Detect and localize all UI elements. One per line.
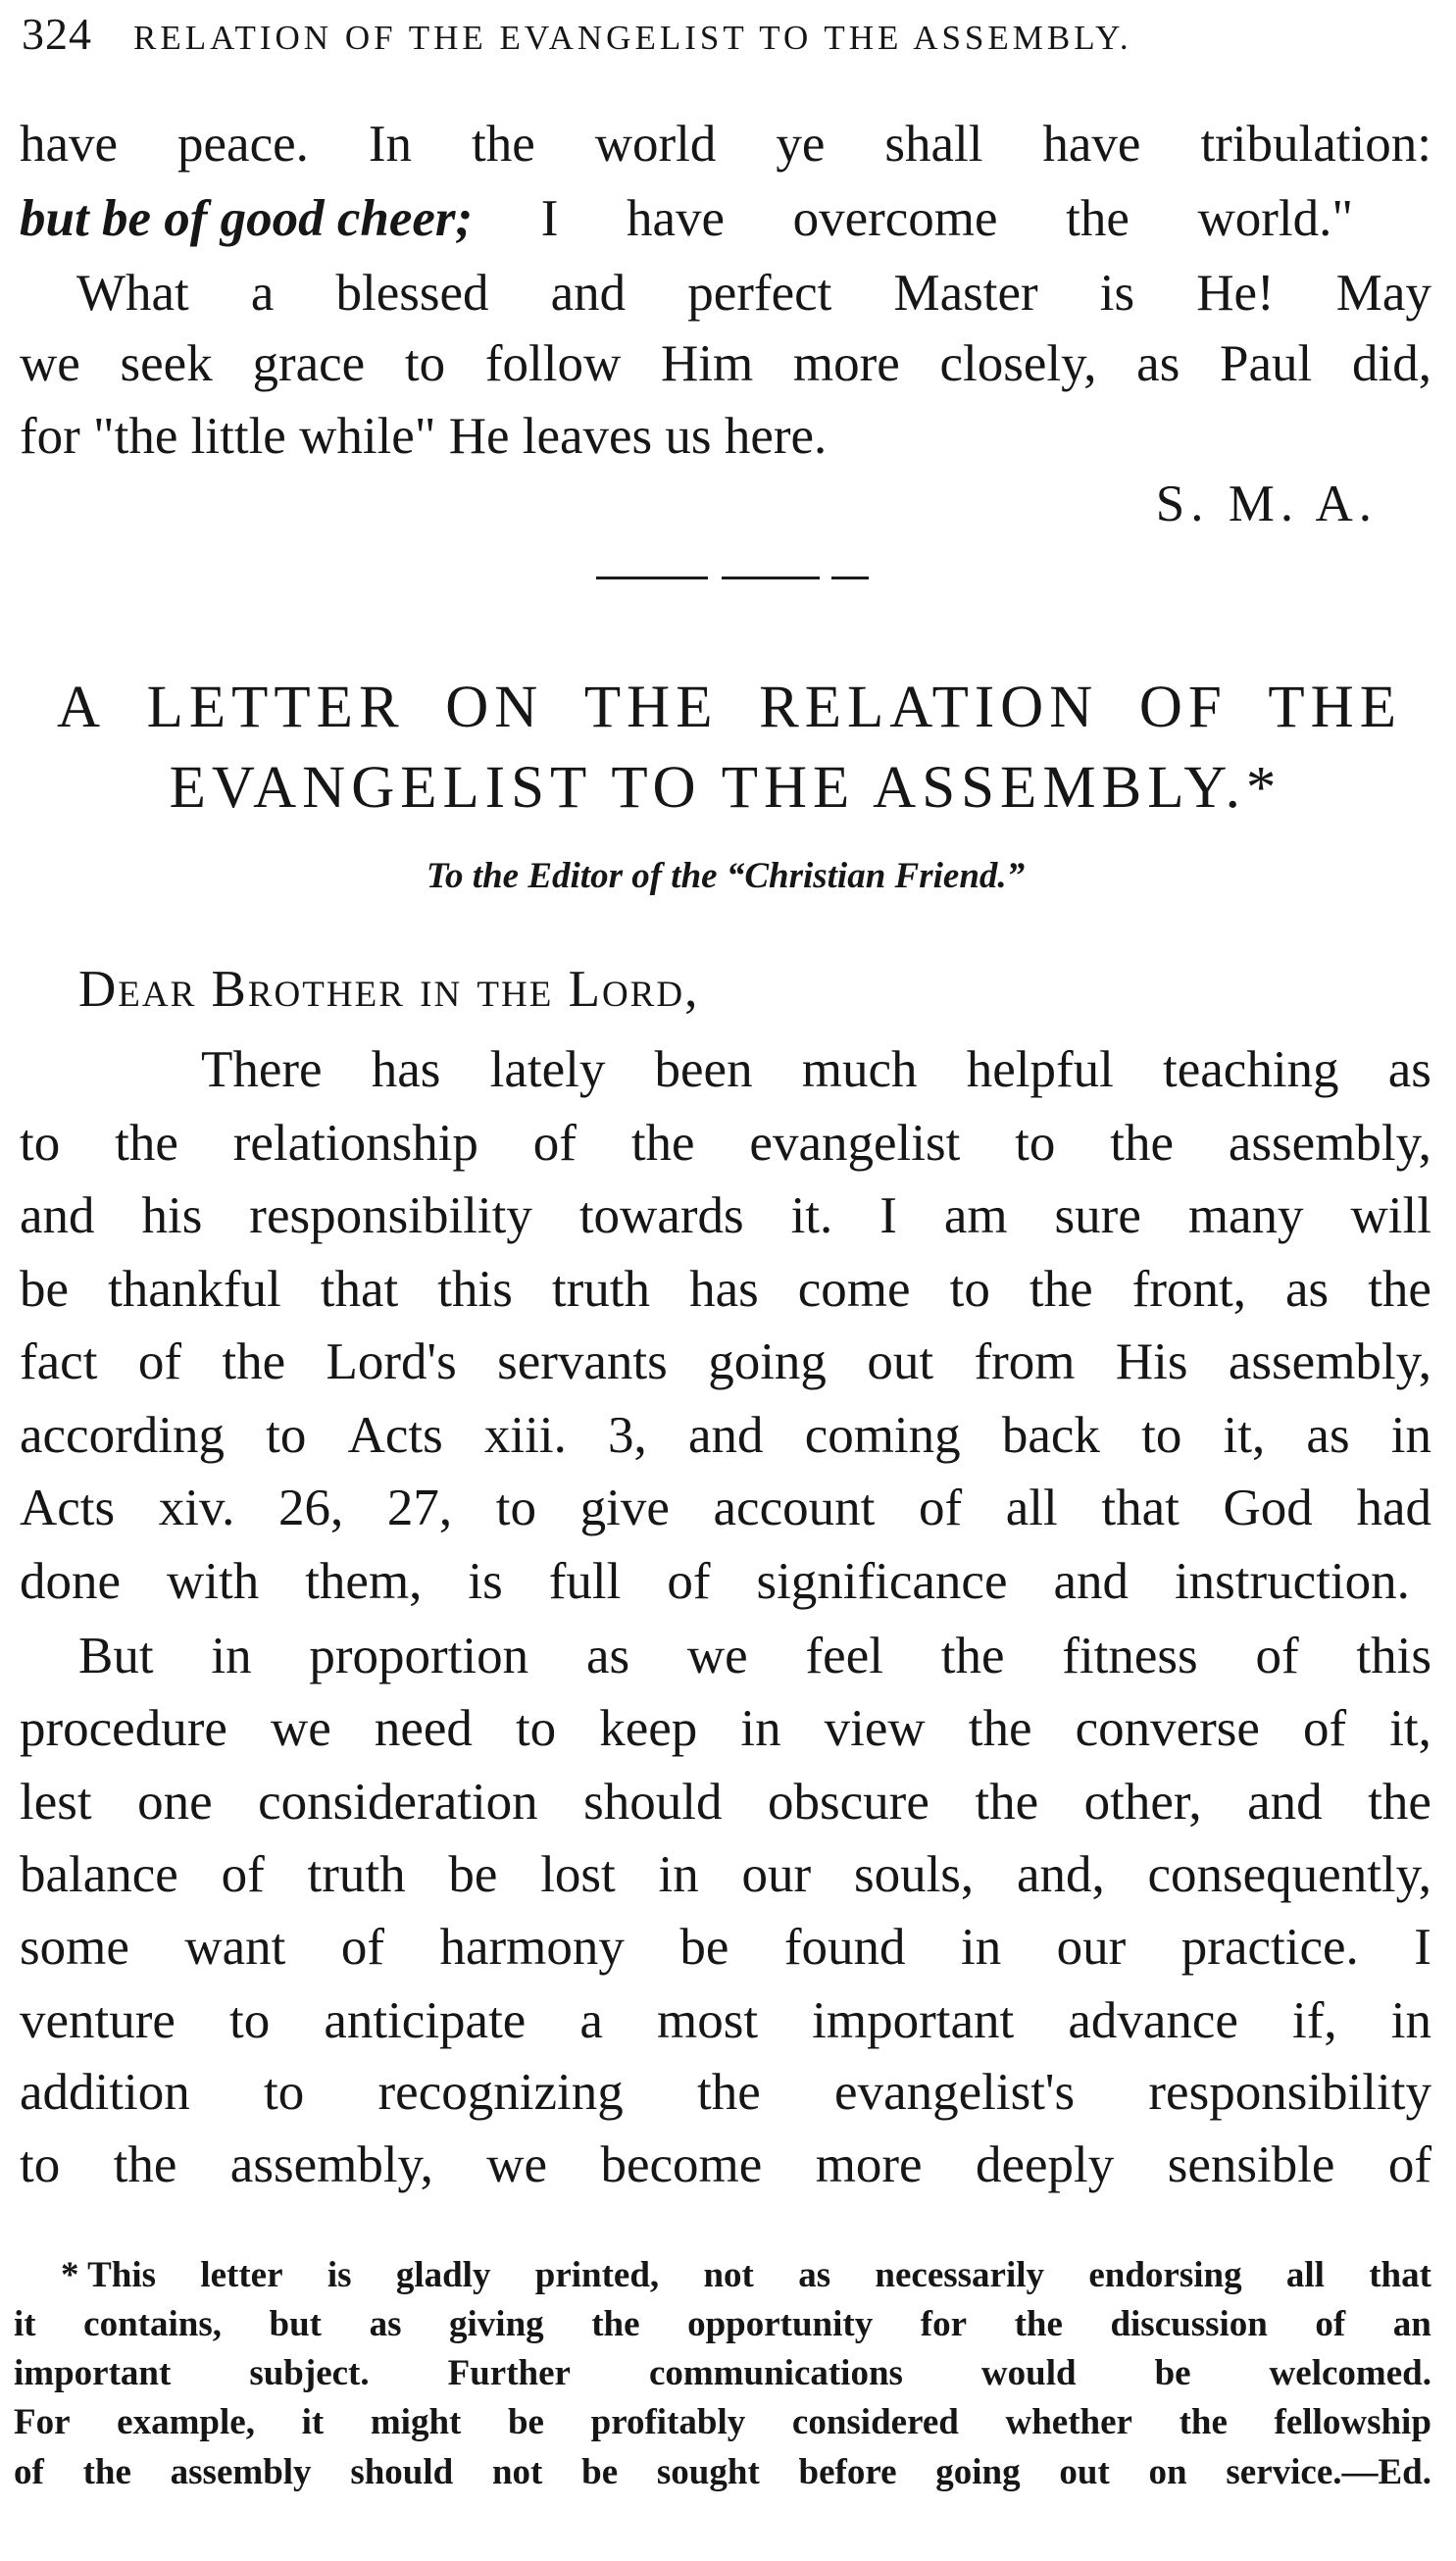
footnote-line xyxy=(14,2398,1431,2447)
word: the xyxy=(82,2452,131,2492)
word: lost xyxy=(540,1846,616,1903)
text-line xyxy=(201,1033,1431,1106)
author-signature: S. M. A. xyxy=(1155,476,1378,532)
word: helpful xyxy=(966,1041,1114,1098)
word: thankful xyxy=(108,1261,281,1318)
word: we xyxy=(270,1700,331,1757)
word: that xyxy=(1369,2255,1431,2295)
word: in xyxy=(211,1628,252,1684)
word: to xyxy=(266,1407,307,1464)
word: going xyxy=(708,1333,827,1390)
word: as xyxy=(369,2304,402,2344)
word: 3, xyxy=(608,1407,647,1464)
word: xiv. xyxy=(158,1480,235,1536)
word: with xyxy=(167,1553,260,1610)
word: that xyxy=(1101,1480,1180,1536)
word: 27, xyxy=(386,1480,453,1536)
word: one xyxy=(137,1774,213,1831)
word: balance xyxy=(20,1846,178,1903)
word: shall xyxy=(884,116,983,173)
title-word: ON xyxy=(445,675,544,740)
word: to xyxy=(949,1261,990,1318)
word: be xyxy=(581,2452,619,2492)
word: proportion xyxy=(309,1628,529,1684)
word: subject. xyxy=(249,2353,370,2393)
word: it, xyxy=(1389,1700,1431,1757)
word: more xyxy=(792,335,900,392)
word: the xyxy=(471,116,535,173)
word: have xyxy=(1042,116,1141,173)
word: for xyxy=(920,2304,968,2344)
word: front, xyxy=(1131,1261,1246,1318)
word: is xyxy=(1099,265,1135,322)
word: example, xyxy=(117,2402,255,2442)
word: as xyxy=(1285,1261,1330,1318)
word: in xyxy=(658,1846,699,1903)
word: * This xyxy=(61,2255,157,2295)
word: has xyxy=(689,1261,759,1318)
word: all xyxy=(1285,2255,1325,2295)
word: of xyxy=(1315,2304,1346,2344)
word: assembly, xyxy=(1228,1115,1431,1172)
title-word: LETTER xyxy=(146,675,405,740)
word: is xyxy=(468,1553,503,1610)
word: that xyxy=(320,1261,399,1318)
word: the xyxy=(1368,1261,1431,1318)
word: but be of good cheer; xyxy=(20,190,474,247)
word: Further xyxy=(447,2353,571,2393)
word: it xyxy=(14,2304,36,2344)
word: found xyxy=(783,1919,906,1976)
word: important xyxy=(14,2353,172,2393)
word: would xyxy=(980,2353,1077,2393)
word: addition xyxy=(20,2064,190,2121)
word: it, xyxy=(1223,1407,1266,1464)
word: the xyxy=(591,2304,640,2344)
word: should xyxy=(350,2452,454,2492)
word: considered xyxy=(791,2402,959,2442)
word: more xyxy=(815,2136,923,2193)
word: necessarily xyxy=(875,2255,1045,2295)
word: if, xyxy=(1292,1992,1337,2049)
word: back xyxy=(1001,1407,1100,1464)
word: of xyxy=(1387,2136,1431,2193)
word: profitably xyxy=(590,2402,746,2442)
word: responsibility xyxy=(1148,2064,1431,2121)
word: Him xyxy=(660,335,754,392)
word: obscure xyxy=(768,1774,929,1831)
word: closely, xyxy=(939,335,1097,392)
word: consequently, xyxy=(1147,1846,1431,1903)
salutation: Dear Brother in the Lord, xyxy=(78,961,700,1018)
word: perfect xyxy=(687,265,832,322)
word: his xyxy=(141,1187,203,1244)
word: discussion xyxy=(1110,2304,1268,2344)
word: not xyxy=(491,2452,543,2492)
word: much xyxy=(801,1041,918,1098)
word: might xyxy=(370,2402,462,2442)
title-word: THE xyxy=(1268,675,1402,740)
word: as xyxy=(585,1628,630,1684)
word: of xyxy=(137,1333,181,1390)
word: a xyxy=(579,1992,603,2049)
word: view xyxy=(824,1700,926,1757)
word: give xyxy=(579,1480,670,1536)
word: in xyxy=(960,1919,1002,1976)
word: world." xyxy=(1197,190,1353,247)
footnote-line xyxy=(14,2349,1431,2398)
word: contains, xyxy=(83,2304,222,2344)
footnote-line xyxy=(14,2300,1431,2349)
word: will xyxy=(1350,1187,1431,1244)
word: as xyxy=(1136,335,1180,392)
word: am xyxy=(943,1187,1008,1244)
word: this xyxy=(437,1261,513,1318)
text-line xyxy=(20,1911,1431,1984)
title-word: RELATION xyxy=(759,675,1099,740)
word: keep xyxy=(599,1700,698,1757)
text-line xyxy=(20,327,1431,400)
word: out xyxy=(1059,2452,1110,2492)
word: Acts xyxy=(347,1407,443,1464)
word: whether xyxy=(1005,2402,1132,2442)
word: in xyxy=(740,1700,781,1757)
word: peace. xyxy=(177,116,309,173)
word: been xyxy=(654,1041,753,1098)
word: as xyxy=(1306,1407,1350,1464)
word: sensible xyxy=(1167,2136,1335,2193)
text-line xyxy=(20,1766,1431,1838)
word: deeply xyxy=(976,2136,1115,2193)
word: endorsing xyxy=(1088,2255,1242,2295)
word: to xyxy=(515,1700,557,1757)
word: have xyxy=(20,116,119,173)
word: of xyxy=(667,1553,711,1610)
word: have xyxy=(626,190,726,247)
word: to xyxy=(20,2136,61,2193)
word: He! xyxy=(1196,265,1275,322)
word: sure xyxy=(1054,1187,1141,1244)
word: opportunity xyxy=(687,2304,874,2344)
word: instruction. xyxy=(1174,1553,1410,1610)
word: some xyxy=(20,1919,129,1976)
word: of xyxy=(1302,1700,1347,1757)
word: out xyxy=(867,1333,934,1390)
word: in xyxy=(1390,1407,1431,1464)
text-line xyxy=(20,1692,1431,1765)
word: relationship xyxy=(232,1115,478,1172)
word: should xyxy=(583,1774,723,1831)
word: procedure xyxy=(20,1700,227,1757)
word: our xyxy=(1056,1919,1127,1976)
word: advance xyxy=(1068,1992,1238,2049)
word: the xyxy=(1110,1115,1174,1172)
word: Lord's xyxy=(326,1333,457,1390)
text-line xyxy=(20,1984,1431,2057)
word: many xyxy=(1187,1187,1304,1244)
article-title-line-2: EVANGELIST TO THE ASSEMBLY.* xyxy=(169,755,1282,821)
text-line xyxy=(20,1326,1431,1398)
word: evangelist's xyxy=(834,2064,1076,2121)
word: assembly, xyxy=(229,2136,433,2193)
text-line xyxy=(20,2129,1431,2201)
word: the xyxy=(975,1774,1039,1831)
word: going xyxy=(935,2452,1021,2492)
word: come xyxy=(797,1261,911,1318)
word: this xyxy=(1356,1628,1431,1684)
word: be xyxy=(507,2402,544,2442)
word: seek xyxy=(120,335,213,392)
word: on xyxy=(1148,2452,1187,2492)
text-line xyxy=(78,1620,1431,1692)
word: the xyxy=(113,2136,177,2193)
word: gladly xyxy=(395,2255,491,2295)
word: account xyxy=(713,1480,876,1536)
word: harmony xyxy=(439,1919,625,1976)
text-line xyxy=(20,1545,1410,1618)
word: xiii. xyxy=(483,1407,567,1464)
word: significance xyxy=(756,1553,1008,1610)
word: tribulation: xyxy=(1200,116,1431,173)
word: recognizing xyxy=(377,2064,624,2121)
word: to xyxy=(1141,1407,1182,1464)
word: May xyxy=(1335,265,1431,322)
word: His xyxy=(1115,1333,1188,1390)
section-divider xyxy=(722,577,820,579)
word: Paul xyxy=(1220,335,1313,392)
word: I xyxy=(879,1187,897,1244)
word: evangelist xyxy=(749,1115,961,1172)
text-line xyxy=(20,2056,1431,2129)
word: we xyxy=(486,2136,548,2193)
word: the xyxy=(1029,1261,1093,1318)
word: be xyxy=(448,1846,498,1903)
word: of xyxy=(340,1919,384,1976)
word: and xyxy=(1053,1553,1129,1610)
word: be xyxy=(679,1919,729,1976)
word: not xyxy=(703,2255,754,2295)
text-line xyxy=(20,1180,1431,1252)
word: all xyxy=(1005,1480,1058,1536)
word: did, xyxy=(1352,335,1431,392)
running-head xyxy=(22,8,1433,67)
word: coming xyxy=(804,1407,961,1464)
text-line xyxy=(20,108,1431,180)
title-word: OF xyxy=(1138,675,1228,740)
word: the xyxy=(968,1700,1032,1757)
word: Master xyxy=(893,265,1038,322)
word: had xyxy=(1356,1480,1431,1536)
text-line xyxy=(20,1472,1431,1544)
word: is xyxy=(326,2255,352,2295)
word: and xyxy=(1247,1774,1323,1831)
word: feel xyxy=(805,1628,883,1684)
word: fact xyxy=(20,1333,98,1390)
word: communications xyxy=(648,2353,903,2393)
word: as xyxy=(798,2255,831,2295)
word: anticipate xyxy=(324,1992,527,2049)
word: souls, xyxy=(853,1846,975,1903)
section-divider xyxy=(831,577,869,579)
word: we xyxy=(686,1628,748,1684)
word: sought xyxy=(656,2452,760,2492)
word: an xyxy=(1392,2304,1431,2344)
word: towards xyxy=(578,1187,744,1244)
word: venture xyxy=(20,1992,176,2049)
word: be xyxy=(1154,2353,1191,2393)
word: ye xyxy=(776,116,826,173)
word: and xyxy=(687,1407,764,1464)
word: become xyxy=(600,2136,763,2193)
word: a xyxy=(250,265,275,322)
word: the xyxy=(222,1333,286,1390)
word: of xyxy=(1255,1628,1299,1684)
word: servants xyxy=(497,1333,668,1390)
word: the xyxy=(1014,2304,1063,2344)
word: practice. xyxy=(1180,1919,1359,1976)
word: of xyxy=(221,1846,265,1903)
word: follow xyxy=(484,335,622,392)
word: need xyxy=(374,1700,473,1757)
word: I xyxy=(1414,1919,1431,1976)
word: truth xyxy=(551,1261,651,1318)
word: 26, xyxy=(277,1480,344,1536)
word: the xyxy=(1066,190,1130,247)
word: for "the little while" He leaves us here. xyxy=(20,408,828,465)
text-line xyxy=(20,1253,1431,1326)
word: welcomed. xyxy=(1269,2353,1431,2393)
word: the xyxy=(940,1628,1005,1684)
word: of xyxy=(918,1480,963,1536)
word: in xyxy=(1390,1992,1431,2049)
text-line xyxy=(20,182,1353,255)
title-word: THE xyxy=(583,675,719,740)
word: letter xyxy=(200,2255,283,2295)
word: from xyxy=(974,1333,1076,1390)
word: according xyxy=(20,1407,225,1464)
word: to xyxy=(229,1992,271,2049)
word: the xyxy=(630,1115,695,1172)
word: to xyxy=(404,335,446,392)
word: full xyxy=(548,1553,622,1610)
word: of xyxy=(532,1115,577,1172)
word: be xyxy=(20,1261,70,1318)
text-line xyxy=(20,1107,1431,1180)
word: to xyxy=(20,1115,61,1172)
word: to xyxy=(1015,1115,1056,1172)
word: printed, xyxy=(534,2255,660,2295)
word: but xyxy=(269,2304,323,2344)
word: fellowship xyxy=(1274,2402,1431,2442)
footnote-line xyxy=(61,2251,1431,2300)
word: before xyxy=(798,2452,897,2492)
word: we xyxy=(20,335,80,392)
word: I xyxy=(540,190,559,247)
footnote-line xyxy=(14,2448,1431,2497)
word: In xyxy=(368,116,413,173)
word: the xyxy=(115,1115,178,1172)
word: it xyxy=(301,2402,325,2442)
word: What xyxy=(76,265,189,322)
word: There xyxy=(201,1041,323,1098)
word: overcome xyxy=(792,190,998,247)
word: converse xyxy=(1075,1700,1260,1757)
word: service.—Ed. xyxy=(1226,2452,1431,2492)
text-line xyxy=(20,1399,1431,1472)
text-line xyxy=(20,1838,1431,1911)
running-title: RELATION OF THE EVANGELIST TO THE ASSEMBLY. xyxy=(133,19,1132,57)
word: want xyxy=(184,1919,286,1976)
word: God xyxy=(1223,1480,1313,1536)
word: lest xyxy=(20,1774,92,1831)
word: of xyxy=(14,2452,44,2492)
word: important xyxy=(812,1992,1015,2049)
word: truth xyxy=(307,1846,406,1903)
word: to xyxy=(264,2064,305,2121)
word: blessed xyxy=(335,265,489,322)
word: responsibility xyxy=(249,1187,532,1244)
word: them, xyxy=(305,1553,423,1610)
word: and xyxy=(20,1187,95,1244)
word: For xyxy=(14,2402,71,2442)
word: world xyxy=(594,116,717,173)
word: consideration xyxy=(258,1774,538,1831)
word: other, xyxy=(1083,1774,1202,1831)
page-number: 324 xyxy=(22,9,92,59)
title-word: A xyxy=(57,675,107,740)
article-title-line-1 xyxy=(57,669,1402,747)
word: and, xyxy=(1016,1846,1105,1903)
word: assembly xyxy=(170,2452,312,2492)
word: Acts xyxy=(20,1480,116,1536)
word: has xyxy=(371,1041,441,1098)
word: the xyxy=(1368,1774,1431,1831)
article-subtitle: To the Editor of the “Christian Friend.” xyxy=(426,856,1026,896)
word: grace xyxy=(252,335,366,392)
word: teaching xyxy=(1163,1041,1339,1098)
word: done xyxy=(20,1553,122,1610)
section-divider xyxy=(596,577,708,579)
word: as xyxy=(1387,1041,1431,1098)
text-line xyxy=(20,400,1431,473)
word: giving xyxy=(449,2304,544,2344)
word: our xyxy=(741,1846,812,1903)
text-line xyxy=(76,257,1431,329)
word: assembly, xyxy=(1228,1333,1431,1390)
word: to xyxy=(495,1480,536,1536)
word: lately xyxy=(489,1041,606,1098)
word: fitness xyxy=(1062,1628,1198,1684)
word: the xyxy=(1179,2402,1228,2442)
word: and xyxy=(550,265,627,322)
word: it. xyxy=(790,1187,833,1244)
word: the xyxy=(697,2064,761,2121)
word: most xyxy=(657,1992,759,2049)
word: But xyxy=(78,1628,154,1684)
